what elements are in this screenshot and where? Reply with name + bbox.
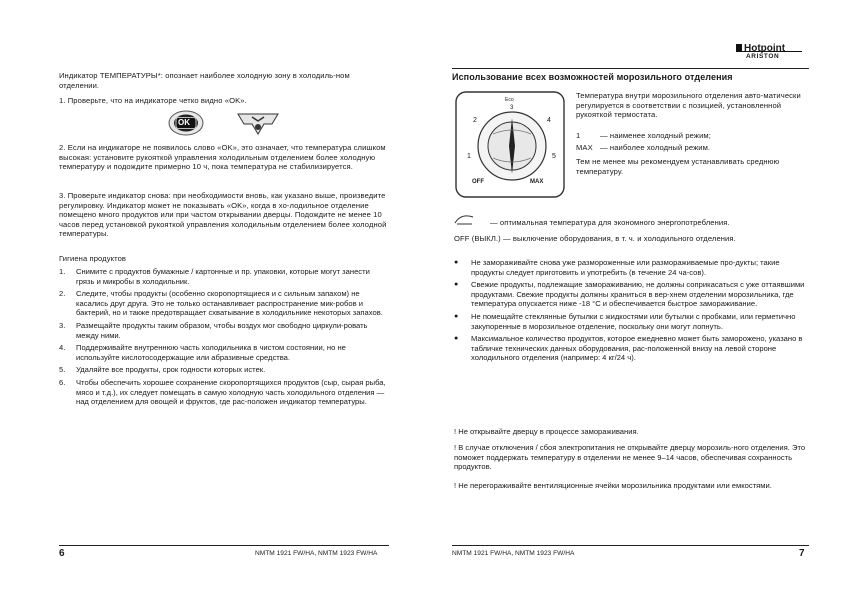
bullet-icon: ● xyxy=(454,259,459,266)
hygiene-item xyxy=(59,267,389,286)
scale-max-value: — наиболее холодный режим. xyxy=(600,143,711,152)
hygiene-item-number: 4. xyxy=(59,343,66,353)
brand-logo xyxy=(736,38,806,66)
hygiene-item-text: Следите, чтобы продукты (особенно скоропортящиеся и с сильным запахом) не касались друг друга. Это не только останавливает распространение мик-робов и бактерий, но и также предотвращает схватывание в холодильнике некоторых запахов. xyxy=(76,289,383,318)
hygiene-title: Гигиена продуктов xyxy=(59,254,127,263)
hygiene-item-number: 1. xyxy=(59,267,66,276)
brand-divider xyxy=(736,51,802,52)
dial-label-1: 1 xyxy=(467,153,471,160)
scale-min-value: — наименее холодный режим; xyxy=(600,131,711,140)
hygiene-item xyxy=(59,378,389,407)
hygiene-item-number: 2. xyxy=(59,289,66,299)
brand-name: Hotpoint xyxy=(744,43,786,54)
freezer-tip xyxy=(454,258,809,277)
bullet-icon: ● xyxy=(454,335,459,343)
scale-min xyxy=(576,131,809,141)
dial-eco-label: Eco xyxy=(505,97,514,103)
bullet-icon: ● xyxy=(454,312,459,320)
dial-description: Температура внутри морозильного отделения авто-матически регулируется в соответствии с позицией, установленной рукояткой термостата. xyxy=(576,91,801,120)
freezer-tips-list xyxy=(454,258,809,366)
freezer-tip-text: Максимальное количество продуктов, которое ежедневно может быть заморожено, указано в табличке технических данных оборудования, рас-положенной внизу на левой стороне холодильного отделения (например: 4 кг/24 ч). xyxy=(471,334,803,363)
eco-icon-svg xyxy=(454,213,474,225)
hygiene-list xyxy=(59,267,389,410)
off-description: OFF (ВЫКЛ.) — выключение оборудования, в т. ч. и холодильного отделения. xyxy=(454,234,736,243)
freezer-tip xyxy=(454,312,809,331)
warning-vents: ! Не перегораживайте вентиляционные ячейки морозильника продуктами или емкостями. xyxy=(454,481,772,490)
model-footer: NMTM 1921 FW/HA, NMTM 1923 FW/HA xyxy=(255,550,378,557)
scale-max xyxy=(576,143,809,153)
hygiene-item-text: Удаляйте все продукты, срок годности которых истек. xyxy=(76,365,266,375)
scale-min-key: 1 xyxy=(576,131,581,140)
ok-indicator-illustration xyxy=(168,108,288,138)
step-2: 2. Если на индикаторе не появилось слово «OK», это означает, что температура слишком высокая: установите рукояткой управления холодильным отделением более холодную температуру и подождите примерно 10 ч, пока температура не стабилизируется. xyxy=(59,143,386,172)
page-number: 6 xyxy=(59,548,65,559)
dial-label-4: 4 xyxy=(547,117,551,124)
footer-divider xyxy=(452,545,809,546)
freezer-tip-text: Не замораживайте снова уже размороженные или размораживаемые про-дукты; такие продукты следует приготовить и употребить (в течение 24 ча-сов). xyxy=(471,258,780,277)
footer-divider xyxy=(59,545,389,546)
bullet-icon: ● xyxy=(454,281,459,289)
hygiene-item xyxy=(59,343,389,362)
freezer-tip-text: Свежие продукты, подлежащие замораживанию, не должны соприкасаться с уже оттаявшими продуктами. Свежие продукты должны храниться в вер-хнем отделении морозильника, где температура опускается ниже -18 °C и обеспечивается быстрое замораживание. xyxy=(471,280,805,309)
right-page xyxy=(421,0,842,595)
dial-label-5: 5 xyxy=(552,153,556,160)
temperature-indicator-intro: Индикатор ТЕМПЕРАТУРЫ*: опознает наиболее холодную зону в холодиль-ном отделении. xyxy=(59,71,350,90)
model-footer: NMTM 1921 FW/HA, NMTM 1923 FW/HA xyxy=(452,550,575,557)
hygiene-item xyxy=(59,365,389,375)
hygiene-item-text: Поддерживайте внутреннюю часть холодильника в чистом состоянии, но не используйте кислотосодержащие или абразивные средства. xyxy=(76,343,346,362)
page-number: 7 xyxy=(799,548,805,559)
freezer-tip xyxy=(454,334,809,363)
dial-label-off: OFF xyxy=(472,179,484,185)
step-3: 3. Проверьте индикатор снова: при необходимости вновь, как указано выше, произведите регулировку. Индикатор может не показывать «OK», когда в хо-лодильное отделение помещено много продуктов или при частом открывании дверцы. Подождите не менее 10 часов перед установкой рукояткой управления холодильным отделением более холодной температуры. xyxy=(59,191,387,239)
page-title: Использование всех возможностей морозильного отделения xyxy=(452,72,733,82)
hygiene-item-text: Размещайте продукты таким образом, чтобы воздух мог свободно циркули-ровать между ними. xyxy=(76,320,368,340)
title-divider xyxy=(452,68,809,69)
scale-max-key: MAX xyxy=(576,143,593,152)
brand-sub: ARISTON xyxy=(746,53,780,60)
hygiene-item-number: 3. xyxy=(59,320,66,330)
hygiene-item-text: Снимите с продуктов бумажные / картонные и пр. упаковки, которые могут занести грязь и микробы в холодильник. xyxy=(76,267,370,286)
hygiene-item-text: Чтобы обеспечить хорошее сохранение скоропортящихся продуктов (сыр, сырая рыба, мясо и т.д.), их следует помещать в самую холодную часть холодильного отделения — над отделением для овощей и фруктов, где рас-положен индикатор температуры. xyxy=(76,377,386,407)
step-1: 1. Проверьте, что на индикаторе четко видно «OK». xyxy=(59,96,247,105)
eco-description: — оптимальная температура для экономного энергопотребления. xyxy=(490,218,730,227)
freezer-tip xyxy=(454,280,809,309)
freezer-tip-text: Не помещайте стеклянные бутылки с жидкостями или бутылки с пробками, или герметично закупоренные в морозильное отделение, поскольку они могут лопнуть. xyxy=(471,311,796,331)
dial-label-2: 2 xyxy=(473,117,477,124)
dial-label-max: MAX xyxy=(530,179,544,185)
recommendation: Тем не менее мы рекомендуем устанавливать среднюю температуру. xyxy=(576,157,780,176)
warning-power-failure: ! В случае отключения / сбоя электропитания не открывайте дверцу морозиль-ного отделения. Это поможет поддержать температуру в отделении не менее 9–14 часов, обеспечивая сохранность продуктов. xyxy=(454,443,806,472)
hygiene-item xyxy=(59,289,389,318)
dial-label-3: 3 xyxy=(510,105,514,111)
hygiene-item-number: 5. xyxy=(59,365,66,375)
hygiene-item-number: 6. xyxy=(59,377,66,387)
thermostat-dial xyxy=(455,91,565,198)
warning-door: ! Не открывайте дверцу в процессе замораживания. xyxy=(454,427,639,436)
eco-icon xyxy=(454,212,474,224)
ok-label: OK xyxy=(178,118,190,127)
hygiene-item xyxy=(59,321,389,340)
